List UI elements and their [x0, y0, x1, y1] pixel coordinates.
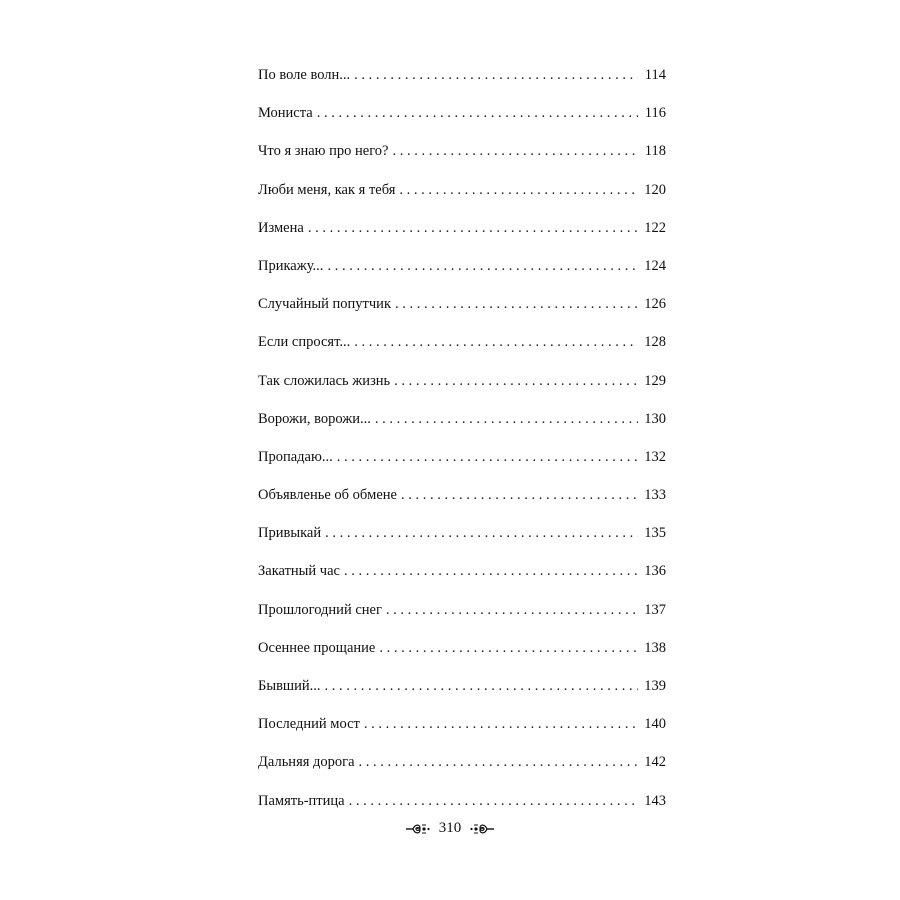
toc-entry-title: Прошлогодний снег: [258, 601, 382, 618]
dot-leader: [354, 56, 638, 94]
toc-entry-title: Случайный попутчик: [258, 296, 391, 313]
toc-entry-title: Так сложилась жизнь: [258, 372, 391, 389]
toc-entry: [258, 705, 666, 743]
dot-leader: [354, 323, 638, 361]
toc-entry-page: 140: [644, 716, 666, 733]
toc-entry-title: Что я знаю про него?: [258, 143, 389, 160]
toc-entry-page: 122: [644, 219, 666, 236]
toc-entry-page: 143: [644, 792, 666, 809]
toc-entry-page: 133: [644, 487, 666, 504]
toc-entry: [258, 56, 666, 94]
toc-entry-title: Мониста: [258, 105, 313, 122]
dot-leader: [337, 438, 638, 476]
toc-entry-page: 135: [644, 525, 666, 542]
toc-entry-title: Если спросят...: [258, 334, 351, 351]
dot-leader: [349, 782, 638, 820]
dot-leader: [327, 247, 638, 285]
toc-entry-title: Люби меня, как я тебя: [258, 181, 396, 198]
toc-entry-title: Последний мост: [258, 716, 360, 733]
dot-leader: [401, 476, 638, 514]
toc-entry-page: 139: [644, 678, 666, 694]
toc-entry: [258, 362, 666, 400]
toc-entry-page: 126: [644, 296, 666, 313]
toc-entry-title: Дальняя дорога: [258, 754, 355, 771]
toc-entry-title: Измена: [258, 219, 304, 236]
dot-leader: [395, 285, 638, 323]
toc-entry-page: 124: [644, 257, 666, 274]
toc-entry-page: 118: [644, 143, 666, 160]
toc-entry-title: По воле волн...: [258, 67, 351, 83]
toc-entry-page: 137: [644, 601, 666, 618]
toc-entry-page: 132: [644, 448, 666, 465]
dot-leader: [392, 132, 638, 170]
toc-entry-page: 116: [644, 105, 666, 122]
toc-entry-page: 128: [644, 334, 666, 351]
toc-entry-page: 129: [644, 372, 666, 389]
toc-entry-title: Пропадаю...: [258, 448, 333, 465]
toc-entry: [258, 94, 666, 132]
toc-entry: [258, 132, 666, 170]
toc-entry: [258, 667, 666, 705]
toc-entry: [258, 591, 666, 629]
dot-leader: [324, 667, 638, 705]
toc-entry-title: Осеннее прощание: [258, 639, 376, 656]
toc-entry-title: Закатный час: [258, 563, 340, 580]
toc-entry-page: 114: [644, 67, 666, 83]
dot-leader: [308, 209, 638, 247]
toc-entry-title: Ворожи, ворожи...: [258, 410, 371, 427]
fleuron-left-icon: [405, 822, 431, 836]
toc-entry: [258, 247, 666, 285]
toc-entry-title: Бывший...: [258, 678, 321, 694]
dot-leader: [344, 552, 638, 590]
page-footer: [0, 820, 900, 837]
toc-entry-title: Привыкай: [258, 525, 322, 542]
toc-entry: [258, 209, 666, 247]
toc-entry-page: 142: [644, 754, 666, 771]
toc-entry-title: Объявленье об обмене: [258, 487, 397, 504]
toc-entry-page: 138: [644, 639, 666, 656]
dot-leader: [386, 591, 638, 629]
toc-entry: [258, 400, 666, 438]
toc-entry: [258, 514, 666, 552]
dot-leader: [399, 171, 638, 209]
dot-leader: [325, 514, 638, 552]
toc-entry: [258, 285, 666, 323]
dot-leader: [359, 743, 638, 781]
toc-entry-page: 130: [644, 410, 666, 427]
toc-entry: [258, 782, 666, 820]
toc-entry: [258, 629, 666, 667]
table-of-contents: [258, 56, 666, 820]
toc-entry-page: 120: [644, 181, 666, 198]
toc-entry: [258, 476, 666, 514]
toc-entry-title: Память-птица: [258, 792, 345, 809]
page-number: 310: [438, 820, 462, 836]
dot-leader: [364, 705, 638, 743]
toc-entry: [258, 743, 666, 781]
dot-leader: [394, 362, 638, 400]
dot-leader: [379, 629, 638, 667]
toc-entry-title: Прикажу...: [258, 257, 324, 274]
toc-entry: [258, 552, 666, 590]
toc-entry: [258, 171, 666, 209]
fleuron-right-icon: [469, 822, 495, 836]
dot-leader: [317, 94, 638, 132]
toc-entry: [258, 323, 666, 361]
toc-entry-page: 136: [644, 563, 666, 580]
dot-leader: [375, 400, 638, 438]
toc-entry: [258, 438, 666, 476]
